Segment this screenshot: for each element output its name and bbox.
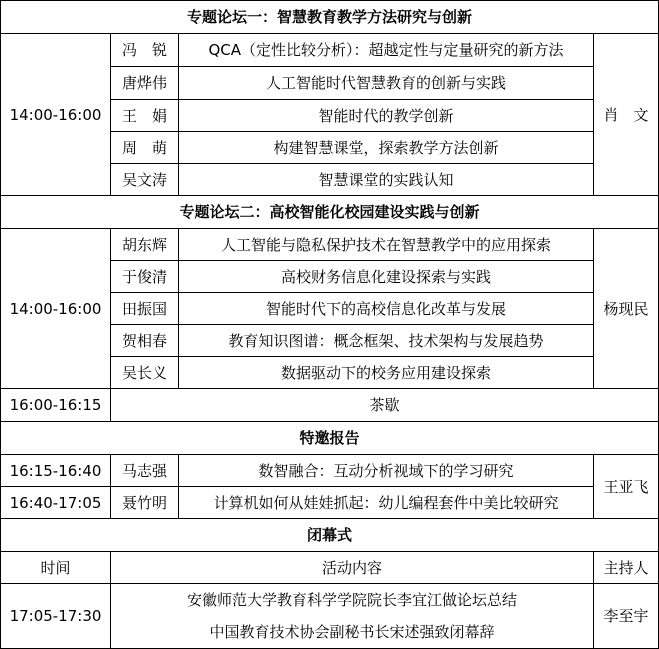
speaker: 冯 锐 <box>111 34 179 67</box>
topic: 数智融合：互动分析视域下的学习研究 <box>179 455 594 487</box>
header-host: 主持人 <box>594 552 659 584</box>
topic: 人工智能与隐私保护技术在智慧教学中的应用探索 <box>179 229 594 261</box>
keynote-title: 特邀报告 <box>1 422 659 455</box>
forum1-host: 肖 文 <box>594 34 659 196</box>
speaker: 贺相春 <box>111 325 179 357</box>
forum1-time: 14:00-16:00 <box>1 34 111 196</box>
speaker: 胡东辉 <box>111 229 179 261</box>
keynote-title-row <box>1 422 659 455</box>
keynote-host: 王亚飞 <box>594 455 659 519</box>
forum2-title-row <box>1 196 659 229</box>
topic: QCA（定性比较分析）：超越定性与定量研究的新方法 <box>179 34 594 67</box>
speaker: 王 娟 <box>111 100 179 132</box>
speaker: 马志强 <box>111 455 179 487</box>
closing-line-2: 中国教育技术协会副秘书长宋述强致闭幕辞 <box>209 623 495 641</box>
speaker: 于俊清 <box>111 261 179 293</box>
forum1-title: 专题论坛一：智慧教育教学方法研究与创新 <box>1 1 659 34</box>
forum2-title: 专题论坛二：高校智能化校园建设实践与创新 <box>1 196 659 229</box>
closing-line-1: 安徽师范大学教育科学学院院长李宜江做论坛总结 <box>186 591 517 609</box>
forum1-title-row <box>1 1 659 34</box>
break-row <box>1 389 659 422</box>
forum2-host: 杨现民 <box>594 229 659 389</box>
closing-title: 闭幕式 <box>1 519 659 552</box>
topic: 智能时代下的高校信息化改革与发展 <box>179 293 594 325</box>
topic: 教育知识图谱：概念框架、技术架构与发展趋势 <box>179 325 594 357</box>
table-row <box>1 229 659 261</box>
table-row <box>1 455 659 487</box>
speaker: 唐烨伟 <box>111 67 179 100</box>
speaker: 聂竹明 <box>111 487 179 519</box>
forum2-time: 14:00-16:00 <box>1 229 111 389</box>
closing-title-row <box>1 519 659 552</box>
closing-content <box>111 584 594 649</box>
table-row <box>1 487 659 519</box>
topic: 计算机如何从娃娃抓起：幼儿编程套件中美比较研究 <box>179 487 594 519</box>
topic: 智能时代的教学创新 <box>179 100 594 132</box>
closing-header-row <box>1 552 659 584</box>
speaker: 周 萌 <box>111 132 179 164</box>
topic: 人工智能时代智慧教育的创新与实践 <box>179 67 594 100</box>
topic: 构建智慧课堂，探索教学方法创新 <box>179 132 594 164</box>
keynote-time: 16:15-16:40 <box>1 455 111 487</box>
break-label: 茶歇 <box>111 389 659 422</box>
table-row <box>1 34 659 67</box>
closing-time: 17:05-17:30 <box>1 584 111 649</box>
speaker: 吴长义 <box>111 357 179 389</box>
speaker: 田振国 <box>111 293 179 325</box>
topic: 智慧课堂的实践认知 <box>179 164 594 196</box>
header-time: 时间 <box>1 552 111 584</box>
keynote-time: 16:40-17:05 <box>1 487 111 519</box>
closing-row <box>1 584 659 649</box>
speaker: 吴文涛 <box>111 164 179 196</box>
topic: 数据驱动下的校务应用建设探索 <box>179 357 594 389</box>
header-content: 活动内容 <box>111 552 594 584</box>
topic: 高校财务信息化建设探索与实践 <box>179 261 594 293</box>
break-time: 16:00-16:15 <box>1 389 111 422</box>
closing-host: 李至宇 <box>594 584 659 649</box>
